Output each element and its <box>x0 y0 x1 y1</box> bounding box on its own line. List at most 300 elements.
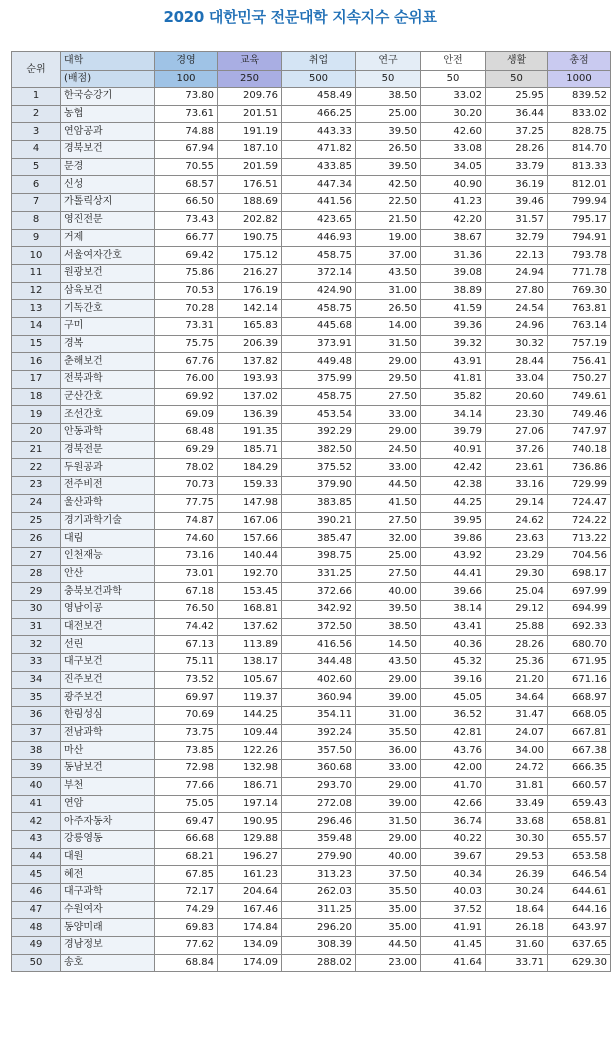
score-cell: 165.83 <box>218 317 282 335</box>
score-cell: 31.57 <box>486 211 548 229</box>
score-cell: 22.13 <box>486 247 548 265</box>
score-cell: 168.81 <box>218 600 282 618</box>
rank-cell: 18 <box>12 388 61 406</box>
score-cell: 41.23 <box>421 194 486 212</box>
col-header-total: 총점 <box>548 52 611 71</box>
score-cell: 667.38 <box>548 742 611 760</box>
score-cell: 757.19 <box>548 335 611 353</box>
score-cell: 24.62 <box>486 512 548 530</box>
college-name-cell: 서울여자간호 <box>61 247 155 265</box>
rank-cell: 33 <box>12 654 61 672</box>
score-cell: 33.00 <box>356 760 421 778</box>
table-row <box>12 88 611 106</box>
rank-cell: 2 <box>12 105 61 123</box>
table-row <box>12 424 611 442</box>
score-cell: 69.47 <box>155 813 218 831</box>
college-name-cell: 경복 <box>61 335 155 353</box>
score-cell: 113.89 <box>218 636 282 654</box>
col-header-safety: 안전 <box>421 52 486 71</box>
table-row <box>12 671 611 689</box>
college-name-cell: 전주비전 <box>61 477 155 495</box>
score-cell: 35.00 <box>356 901 421 919</box>
rank-cell: 38 <box>12 742 61 760</box>
rank-cell: 13 <box>12 300 61 318</box>
score-cell: 137.82 <box>218 353 282 371</box>
score-cell: 42.50 <box>356 176 421 194</box>
score-cell: 45.05 <box>421 689 486 707</box>
score-cell: 697.99 <box>548 583 611 601</box>
table-row <box>12 600 611 618</box>
score-cell: 44.41 <box>421 565 486 583</box>
rank-cell: 42 <box>12 813 61 831</box>
score-cell: 25.88 <box>486 618 548 636</box>
score-cell: 24.94 <box>486 264 548 282</box>
name-header: 대학 <box>61 52 155 71</box>
score-cell: 756.41 <box>548 353 611 371</box>
score-cell: 73.31 <box>155 317 218 335</box>
score-cell: 33.79 <box>486 158 548 176</box>
score-cell: 74.29 <box>155 901 218 919</box>
college-name-cell: 가톨릭상지 <box>61 194 155 212</box>
score-cell: 814.70 <box>548 141 611 159</box>
rank-cell: 24 <box>12 494 61 512</box>
col-header-employment: 취업 <box>282 52 356 71</box>
score-cell: 40.22 <box>421 830 486 848</box>
score-cell: 382.50 <box>282 441 356 459</box>
rank-cell: 5 <box>12 158 61 176</box>
score-cell: 202.82 <box>218 211 282 229</box>
score-cell: 25.00 <box>356 105 421 123</box>
college-name-cell: 대원 <box>61 848 155 866</box>
rank-cell: 48 <box>12 919 61 937</box>
score-cell: 40.36 <box>421 636 486 654</box>
score-cell: 24.96 <box>486 317 548 335</box>
score-cell: 458.75 <box>282 247 356 265</box>
table-row <box>12 618 611 636</box>
rank-cell: 25 <box>12 512 61 530</box>
score-cell: 692.33 <box>548 618 611 636</box>
score-cell: 41.50 <box>356 494 421 512</box>
score-cell: 31.81 <box>486 777 548 795</box>
score-cell: 458.75 <box>282 388 356 406</box>
college-name-cell: 두원공과 <box>61 459 155 477</box>
score-cell: 671.16 <box>548 671 611 689</box>
score-cell: 192.70 <box>218 565 282 583</box>
rank-cell: 39 <box>12 760 61 778</box>
score-cell: 644.16 <box>548 901 611 919</box>
score-cell: 209.76 <box>218 88 282 106</box>
score-cell: 828.75 <box>548 123 611 141</box>
table-row <box>12 353 611 371</box>
score-cell: 134.09 <box>218 937 282 955</box>
rank-cell: 47 <box>12 901 61 919</box>
score-cell: 31.60 <box>486 937 548 955</box>
score-cell: 157.66 <box>218 530 282 548</box>
college-name-cell: 신성 <box>61 176 155 194</box>
score-cell: 445.68 <box>282 317 356 335</box>
score-cell: 795.17 <box>548 211 611 229</box>
score-cell: 38.50 <box>356 618 421 636</box>
score-cell: 331.25 <box>282 565 356 583</box>
score-cell: 41.81 <box>421 371 486 389</box>
rank-cell: 46 <box>12 883 61 901</box>
score-cell: 37.25 <box>486 123 548 141</box>
score-cell: 35.50 <box>356 724 421 742</box>
col-header-research: 연구 <box>356 52 421 71</box>
score-cell: 27.80 <box>486 282 548 300</box>
table-row <box>12 141 611 159</box>
score-cell: 375.99 <box>282 371 356 389</box>
score-cell: 39.79 <box>421 424 486 442</box>
score-cell: 40.90 <box>421 176 486 194</box>
score-cell: 39.50 <box>356 123 421 141</box>
college-name-cell: 문경 <box>61 158 155 176</box>
college-name-cell: 춘해보건 <box>61 353 155 371</box>
rank-cell: 3 <box>12 123 61 141</box>
score-cell: 42.38 <box>421 477 486 495</box>
table-row <box>12 335 611 353</box>
score-cell: 23.30 <box>486 406 548 424</box>
score-cell: 31.36 <box>421 247 486 265</box>
score-cell: 375.52 <box>282 459 356 477</box>
table-row <box>12 105 611 123</box>
college-name-cell: 농협 <box>61 105 155 123</box>
score-cell: 794.91 <box>548 229 611 247</box>
score-cell: 45.32 <box>421 654 486 672</box>
score-cell: 771.78 <box>548 264 611 282</box>
table-row <box>12 654 611 672</box>
table-row <box>12 547 611 565</box>
score-cell: 25.00 <box>356 547 421 565</box>
table-row <box>12 317 611 335</box>
score-cell: 196.27 <box>218 848 282 866</box>
score-cell: 23.63 <box>486 530 548 548</box>
score-cell: 36.44 <box>486 105 548 123</box>
rank-cell: 50 <box>12 954 61 972</box>
score-cell: 73.80 <box>155 88 218 106</box>
score-cell: 713.22 <box>548 530 611 548</box>
score-cell: 24.07 <box>486 724 548 742</box>
score-cell: 41.64 <box>421 954 486 972</box>
table-row <box>12 901 611 919</box>
college-name-cell: 연암공과 <box>61 123 155 141</box>
score-cell: 136.39 <box>218 406 282 424</box>
rank-cell: 20 <box>12 424 61 442</box>
score-cell: 749.46 <box>548 406 611 424</box>
score-cell: 77.66 <box>155 777 218 795</box>
college-name-cell: 경북보건 <box>61 141 155 159</box>
table-row <box>12 123 611 141</box>
score-cell: 35.50 <box>356 883 421 901</box>
score-cell: 812.01 <box>548 176 611 194</box>
rank-header: 순위 <box>12 52 61 88</box>
score-cell: 44.25 <box>421 494 486 512</box>
table-row <box>12 724 611 742</box>
rank-cell: 12 <box>12 282 61 300</box>
score-cell: 769.30 <box>548 282 611 300</box>
score-cell: 39.16 <box>421 671 486 689</box>
score-cell: 193.93 <box>218 371 282 389</box>
score-cell: 29.00 <box>356 424 421 442</box>
points-total: 1000 <box>548 71 611 88</box>
college-name-cell: 강릉영동 <box>61 830 155 848</box>
score-cell: 43.41 <box>421 618 486 636</box>
score-cell: 443.33 <box>282 123 356 141</box>
score-cell: 385.47 <box>282 530 356 548</box>
table-row <box>12 282 611 300</box>
score-cell: 67.13 <box>155 636 218 654</box>
college-name-cell: 진주보건 <box>61 671 155 689</box>
score-cell: 33.00 <box>356 406 421 424</box>
college-name-cell: 연암 <box>61 795 155 813</box>
score-cell: 75.86 <box>155 264 218 282</box>
score-cell: 74.60 <box>155 530 218 548</box>
table-row <box>12 777 611 795</box>
rank-cell: 4 <box>12 141 61 159</box>
college-name-cell: 대구과학 <box>61 883 155 901</box>
score-cell: 43.91 <box>421 353 486 371</box>
score-cell: 458.75 <box>282 300 356 318</box>
rank-cell: 1 <box>12 88 61 106</box>
score-cell: 724.47 <box>548 494 611 512</box>
table-row <box>12 477 611 495</box>
rank-cell: 31 <box>12 618 61 636</box>
score-cell: 18.64 <box>486 901 548 919</box>
score-cell: 29.14 <box>486 494 548 512</box>
score-cell: 190.75 <box>218 229 282 247</box>
score-cell: 39.08 <box>421 264 486 282</box>
score-cell: 20.60 <box>486 388 548 406</box>
score-cell: 67.85 <box>155 866 218 884</box>
college-name-cell: 동남보건 <box>61 760 155 778</box>
score-cell: 174.09 <box>218 954 282 972</box>
score-cell: 372.50 <box>282 618 356 636</box>
score-cell: 793.78 <box>548 247 611 265</box>
col-header-education: 교육 <box>218 52 282 71</box>
score-cell: 38.67 <box>421 229 486 247</box>
points-living: 50 <box>486 71 548 88</box>
college-name-cell: 삼육보건 <box>61 282 155 300</box>
score-cell: 25.95 <box>486 88 548 106</box>
score-cell: 41.45 <box>421 937 486 955</box>
college-name-cell: 거제 <box>61 229 155 247</box>
score-cell: 14.00 <box>356 317 421 335</box>
score-cell: 398.75 <box>282 547 356 565</box>
table-row <box>12 565 611 583</box>
score-cell: 33.00 <box>356 459 421 477</box>
table-row <box>12 830 611 848</box>
score-cell: 441.56 <box>282 194 356 212</box>
score-cell: 73.85 <box>155 742 218 760</box>
score-cell: 70.73 <box>155 477 218 495</box>
score-cell: 69.09 <box>155 406 218 424</box>
score-cell: 466.25 <box>282 105 356 123</box>
score-cell: 34.14 <box>421 406 486 424</box>
score-cell: 36.52 <box>421 707 486 725</box>
score-cell: 39.00 <box>356 689 421 707</box>
score-cell: 197.14 <box>218 795 282 813</box>
score-cell: 740.18 <box>548 441 611 459</box>
score-cell: 31.50 <box>356 813 421 831</box>
score-cell: 43.50 <box>356 654 421 672</box>
score-cell: 453.54 <box>282 406 356 424</box>
score-cell: 73.01 <box>155 565 218 583</box>
score-cell: 74.87 <box>155 512 218 530</box>
score-cell: 833.02 <box>548 105 611 123</box>
score-cell: 402.60 <box>282 671 356 689</box>
table-row <box>12 919 611 937</box>
college-name-cell: 선린 <box>61 636 155 654</box>
score-cell: 29.00 <box>356 777 421 795</box>
score-cell: 471.82 <box>282 141 356 159</box>
points-employment: 500 <box>282 71 356 88</box>
score-cell: 43.50 <box>356 264 421 282</box>
score-cell: 30.30 <box>486 830 548 848</box>
rank-cell: 19 <box>12 406 61 424</box>
score-cell: 704.56 <box>548 547 611 565</box>
score-cell: 42.66 <box>421 795 486 813</box>
score-cell: 26.50 <box>356 141 421 159</box>
table-row <box>12 954 611 972</box>
table-row <box>12 388 611 406</box>
college-name-cell: 대림 <box>61 530 155 548</box>
rank-cell: 27 <box>12 547 61 565</box>
rank-cell: 11 <box>12 264 61 282</box>
score-cell: 137.62 <box>218 618 282 636</box>
table-row <box>12 636 611 654</box>
score-cell: 24.54 <box>486 300 548 318</box>
score-cell: 73.75 <box>155 724 218 742</box>
table-row <box>12 247 611 265</box>
score-cell: 78.02 <box>155 459 218 477</box>
score-cell: 36.19 <box>486 176 548 194</box>
score-cell: 344.48 <box>282 654 356 672</box>
score-cell: 390.21 <box>282 512 356 530</box>
rank-cell: 49 <box>12 937 61 955</box>
score-cell: 668.97 <box>548 689 611 707</box>
score-cell: 186.71 <box>218 777 282 795</box>
score-cell: 33.71 <box>486 954 548 972</box>
rank-cell: 34 <box>12 671 61 689</box>
rank-cell: 23 <box>12 477 61 495</box>
score-cell: 458.49 <box>282 88 356 106</box>
score-cell: 392.24 <box>282 724 356 742</box>
score-cell: 383.85 <box>282 494 356 512</box>
points-label: (배점) <box>61 71 155 88</box>
table-row <box>12 194 611 212</box>
score-cell: 262.03 <box>282 883 356 901</box>
score-cell: 67.76 <box>155 353 218 371</box>
score-cell: 105.67 <box>218 671 282 689</box>
score-cell: 153.45 <box>218 583 282 601</box>
score-cell: 40.03 <box>421 883 486 901</box>
score-cell: 293.70 <box>282 777 356 795</box>
rank-cell: 17 <box>12 371 61 389</box>
score-cell: 167.06 <box>218 512 282 530</box>
score-cell: 75.75 <box>155 335 218 353</box>
score-cell: 288.02 <box>282 954 356 972</box>
score-cell: 73.52 <box>155 671 218 689</box>
college-name-cell: 경북전문 <box>61 441 155 459</box>
score-cell: 34.05 <box>421 158 486 176</box>
college-name-cell: 안산 <box>61 565 155 583</box>
score-cell: 33.68 <box>486 813 548 831</box>
score-cell: 31.00 <box>356 282 421 300</box>
score-cell: 147.98 <box>218 494 282 512</box>
score-cell: 77.62 <box>155 937 218 955</box>
score-cell: 42.42 <box>421 459 486 477</box>
rank-cell: 35 <box>12 689 61 707</box>
score-cell: 33.02 <box>421 88 486 106</box>
score-cell: 29.50 <box>356 371 421 389</box>
score-cell: 23.61 <box>486 459 548 477</box>
score-cell: 28.26 <box>486 636 548 654</box>
table-row <box>12 689 611 707</box>
score-cell: 206.39 <box>218 335 282 353</box>
table-row <box>12 371 611 389</box>
score-cell: 72.17 <box>155 883 218 901</box>
score-cell: 379.90 <box>282 477 356 495</box>
score-cell: 354.11 <box>282 707 356 725</box>
score-cell: 24.72 <box>486 760 548 778</box>
table-row <box>12 530 611 548</box>
score-cell: 167.46 <box>218 901 282 919</box>
score-cell: 77.75 <box>155 494 218 512</box>
score-cell: 655.57 <box>548 830 611 848</box>
score-cell: 813.33 <box>548 158 611 176</box>
score-cell: 25.04 <box>486 583 548 601</box>
score-cell: 25.36 <box>486 654 548 672</box>
score-cell: 68.21 <box>155 848 218 866</box>
score-cell: 357.50 <box>282 742 356 760</box>
score-cell: 19.00 <box>356 229 421 247</box>
score-cell: 44.50 <box>356 477 421 495</box>
score-cell: 140.44 <box>218 547 282 565</box>
score-cell: 31.00 <box>356 707 421 725</box>
score-cell: 360.68 <box>282 760 356 778</box>
rank-cell: 32 <box>12 636 61 654</box>
score-cell: 22.50 <box>356 194 421 212</box>
college-name-cell: 전북과학 <box>61 371 155 389</box>
rank-cell: 45 <box>12 866 61 884</box>
rank-cell: 8 <box>12 211 61 229</box>
score-cell: 28.26 <box>486 141 548 159</box>
score-cell: 39.50 <box>356 158 421 176</box>
score-cell: 66.68 <box>155 830 218 848</box>
score-cell: 174.84 <box>218 919 282 937</box>
score-cell: 736.86 <box>548 459 611 477</box>
college-name-cell: 혜전 <box>61 866 155 884</box>
table-row <box>12 760 611 778</box>
score-cell: 66.77 <box>155 229 218 247</box>
rank-cell: 40 <box>12 777 61 795</box>
score-cell: 747.97 <box>548 424 611 442</box>
score-cell: 70.69 <box>155 707 218 725</box>
score-cell: 44.50 <box>356 937 421 955</box>
points-research: 50 <box>356 71 421 88</box>
score-cell: 41.70 <box>421 777 486 795</box>
score-cell: 66.50 <box>155 194 218 212</box>
score-cell: 43.76 <box>421 742 486 760</box>
college-name-cell: 전남과학 <box>61 724 155 742</box>
score-cell: 37.52 <box>421 901 486 919</box>
score-cell: 763.81 <box>548 300 611 318</box>
score-cell: 423.65 <box>282 211 356 229</box>
table-row <box>12 211 611 229</box>
score-cell: 39.95 <box>421 512 486 530</box>
score-cell: 359.48 <box>282 830 356 848</box>
score-cell: 447.34 <box>282 176 356 194</box>
